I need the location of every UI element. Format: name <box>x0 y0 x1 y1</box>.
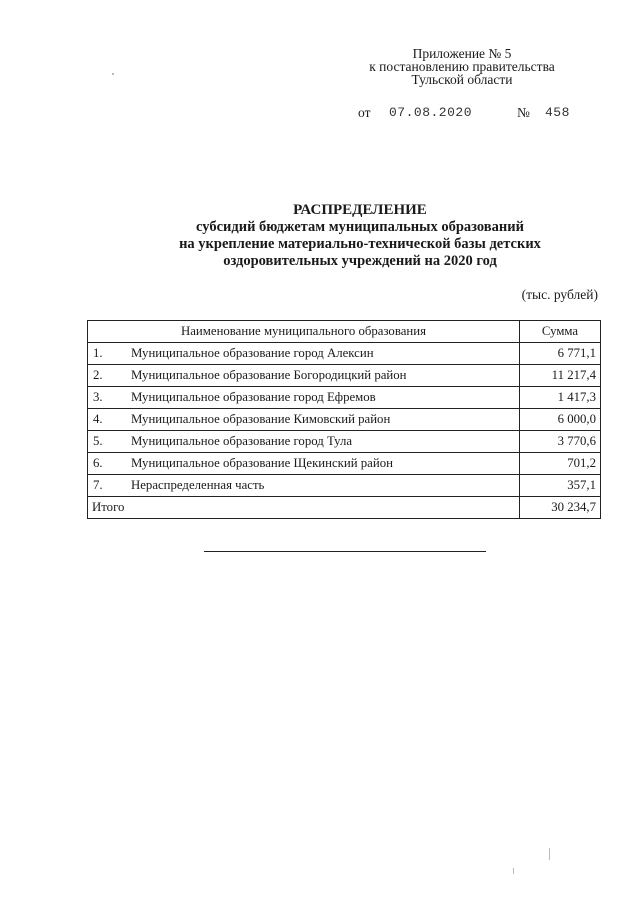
row-name: Муниципальное образование город Ефремов <box>131 390 376 404</box>
title-line-4: оздоровительных учреждений на 2020 год <box>223 253 497 269</box>
row-name: Муниципальное образование город Тула <box>131 434 353 448</box>
row-number: 4. <box>93 412 103 426</box>
decree-ot-label: от <box>358 105 371 120</box>
distribution-table <box>87 320 601 519</box>
appendix-number: Приложение № 5 <box>412 46 512 61</box>
title-line-3: на укрепление материально-технической базы детских <box>179 236 541 252</box>
document-title <box>60 202 640 270</box>
table-row <box>88 431 601 453</box>
row-number: 7. <box>93 478 103 492</box>
row-name: Муниципальное образование город Алексин <box>131 346 374 360</box>
row-sum: 6 000,0 <box>520 409 601 431</box>
row-name: Муниципальное образование Щекинский район <box>131 456 393 470</box>
row-name-cell <box>88 343 520 365</box>
row-sum: 11 217,4 <box>520 365 601 387</box>
row-name-cell <box>88 365 520 387</box>
table-header-row <box>88 321 601 343</box>
units-label: (тыс. рублей) <box>521 287 598 302</box>
scan-speck <box>513 868 514 874</box>
table-row <box>88 387 601 409</box>
row-name: Муниципальное образование Богородицкий район <box>131 368 407 382</box>
row-sum: 6 771,1 <box>520 343 601 365</box>
table-row <box>88 343 601 365</box>
row-number: 1. <box>93 346 103 360</box>
decree-number: 458 <box>545 105 570 120</box>
total-label: Итого <box>88 497 520 519</box>
appendix-header <box>340 47 584 86</box>
scan-speck <box>112 73 114 75</box>
table-row <box>88 453 601 475</box>
row-sum: 3 770,6 <box>520 431 601 453</box>
header-sum: Сумма <box>520 321 601 343</box>
row-number: 6. <box>93 456 103 470</box>
row-name: Нераспределенная часть <box>131 478 265 492</box>
title-main: РАСПРЕДЕЛЕНИЕ <box>293 202 427 218</box>
decree-date: 07.08.2020 <box>389 105 473 120</box>
row-sum: 701,2 <box>520 453 601 475</box>
row-sum: 357,1 <box>520 475 601 497</box>
table-row <box>88 409 601 431</box>
title-line-2: субсидий бюджетам муниципальных образований <box>196 219 524 235</box>
row-number: 2. <box>93 368 103 382</box>
row-name-cell <box>88 387 520 409</box>
row-name: Муниципальное образование Кимовский район <box>131 412 391 426</box>
scan-speck <box>549 848 550 860</box>
row-number: 3. <box>93 390 103 404</box>
appendix-region: Тульской области <box>411 72 513 87</box>
row-sum: 1 417,3 <box>520 387 601 409</box>
decree-date-number <box>358 105 578 121</box>
decree-number-sign: № <box>517 105 530 120</box>
table-row <box>88 475 601 497</box>
row-name-cell <box>88 475 520 497</box>
row-name-cell <box>88 409 520 431</box>
row-number: 5. <box>93 434 103 448</box>
row-name-cell <box>88 431 520 453</box>
closing-rule <box>204 551 486 552</box>
header-name: Наименование муниципального образования <box>88 321 520 343</box>
table-total-row <box>88 497 601 519</box>
row-name-cell <box>88 453 520 475</box>
appendix-decree-ref: к постановлению правительства <box>369 59 555 74</box>
total-sum: 30 234,7 <box>520 497 601 519</box>
table-row <box>88 365 601 387</box>
